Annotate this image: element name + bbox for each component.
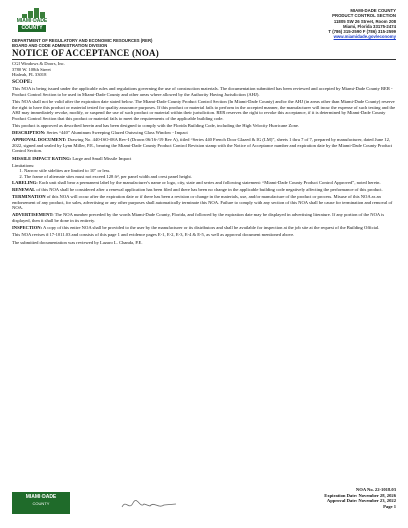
- footer-logo-name: MIAMI·DADE: [25, 494, 57, 500]
- footer-logo-county: COUNTY: [32, 501, 50, 506]
- renewal-paragraph: [12, 187, 396, 193]
- scope-paragraph: This NOA is being issued under the applicable rules and regulations governing the use of construction materials. The documentation submitted has been reviewed and accepted by Miami-Dade County RER - Product Control Section to be used in Miami-Dade County and other areas where allowed by the Authority Having Jurisdiction (AHJ).: [12, 86, 393, 97]
- advertisement-paragraph: [12, 212, 396, 223]
- approval-date: Approval Date: November 23, 2022: [326, 498, 396, 504]
- scope-paragraph: This NOA shall not be valid after the expiration date stated below. The Miami-Dade County Product Control Section (In Miami-Dade County) and/or the AHJ (in areas other than Miami-Dade County) reserve the right to have this product or material tested for quality assurance purposes. If this product or material fails to perform in the accepted manner, the manufacturer will incur the expense of such testing and the AHJ may immediately revoke, modify, or suspend the use of such product or material within their jurisdiction. RER reserves the right to revoke this acceptance, if it is determined by Miami-Dade County Product Control Section that this product or material fails to meet the requirements of the applicable building code.: [12, 98, 396, 121]
- missile-impact-text: Large and Small Missile Impact: [72, 155, 132, 161]
- labeling-label: LABELING:: [12, 179, 38, 185]
- approval-document-text: Drawing No. 440-ISO-08A Rev-I (Drawn 06/16-/19 Rev A), titled “Series 440 French Door Glazed & IG (LM)”, sheets 1 thru 7 of 7, prepared by manufacturer, dated June 12, 2022, signed and sealed by Lynn Miller, P.E., bearing the Miami-Dade County Product Control Revision stamp with the Notice of Acceptance number and expiration date by the Miami-Dade County Product Control Section.: [12, 137, 392, 154]
- inspection-text: A copy of this entire NOA shall be provided to the user by the manufacturer or its distributors and shall be available for inspection at the job site at the request of the Building Official.: [43, 225, 380, 231]
- renewal-text: of this NOA shall be considered after a renewal application has been filed and there has been no change in the applicable building code negatively affecting the performance of this product.: [36, 186, 383, 192]
- inspection-paragraph: [12, 225, 396, 231]
- revises-paragraph: This NOA revises # 17-1011.03 and consists of this page 1 and evidence pages E-1, E-2, E-3, E-4 & E-5, as well as approval document mentioned above.: [12, 232, 295, 238]
- description-label: DESCRIPTION:: [12, 130, 46, 136]
- department-line: BOARD AND CODE ADMINISTRATION DIVISION: [12, 43, 108, 48]
- noa-info-block: [324, 487, 396, 509]
- labeling-text: Each unit shall bear a permanent label by the manufacturer's name or logo, city, state and series and following statement: “Miami-Dade County Product Control Approved”, noted herein.: [38, 179, 381, 185]
- address-line: Miami, Florida 33175-2474: [342, 23, 396, 29]
- logo-name: MIAMI·DADE: [16, 18, 48, 24]
- address-line: MIAMI-DADE COUNTY: [350, 8, 396, 13]
- logo-graphic: [22, 8, 46, 18]
- scope-paragraph: This product is approved as described herein and has been designed to comply with the Florida Building Code, including the High Velocity Hurricane Zone.: [12, 122, 300, 128]
- submitted-by-paragraph: The submitted documentation was reviewed by Lazaro L. Chanda, P.E.: [12, 239, 143, 245]
- document-title: NOTICE OF ACCEPTANCE (NOA): [12, 48, 396, 60]
- termination-label: TERMINATION: [12, 194, 46, 200]
- company-city: Hialeah, FL 33018: [12, 72, 47, 78]
- address-line: T (786) 315-2590 F (786) 315-2599: [328, 29, 396, 35]
- description-paragraph: [12, 130, 396, 136]
- inspection-label: INSPECTION:: [12, 225, 43, 231]
- advertisement-text: The NOA number preceded by the words Miami-Dade County, Florida, and followed by the expiration date may be displayed in advertising literature. If any portion of the NOA is displayed, then it shall be done in its entirety.: [12, 212, 385, 223]
- company-street: 3780 W. 108th Street: [12, 66, 51, 72]
- description-text: Series “440” Aluminum Sweeping Glazed Outswing Glass Window - Impact: [46, 130, 188, 136]
- scope-heading: SCOPE:: [12, 78, 33, 85]
- limitations-heading: Limitations:: [12, 162, 35, 168]
- advertisement-label: ADVERTISEMENT:: [12, 212, 54, 218]
- company-block: [12, 61, 396, 78]
- termination-paragraph: [12, 194, 396, 211]
- office-address: [328, 8, 396, 40]
- reviewer-signature: [120, 497, 180, 513]
- noa-number: NOA No. 22-1018.03: [355, 487, 396, 492]
- website-link[interactable]: www.miamidade.gov/economy: [333, 34, 396, 40]
- approval-document-paragraph: [12, 137, 396, 154]
- termination-text: of this NOA will occur after the expiration date or if there has been a revision or change in the materials, use, and/or manufacture of the product or process. Misuse of this NOA as an endorsement of any product, for sales, advertising or any other purposes shall automatically terminate this NOA. Failure to comply with any section of this NOA shall be cause for termination and removal of NOA.: [12, 194, 393, 211]
- approval-document-label: APPROVAL DOCUMENT:: [12, 137, 67, 143]
- address-line: PRODUCT CONTROL SECTION: [332, 13, 396, 19]
- limitations-list: [12, 168, 396, 179]
- renewal-label: RENEWAL: [12, 186, 36, 192]
- expiration-date: Expiration Date: November 28, 2026: [324, 492, 396, 498]
- missile-impact-label: MISSILE IMPACT RATING:: [12, 155, 72, 161]
- department-name: [12, 38, 152, 48]
- miami-dade-logo: [12, 8, 52, 38]
- address-line: 11805 SW 26 Street, Room 208: [333, 18, 396, 24]
- page-number: Page 1: [383, 503, 396, 509]
- document-body: [12, 61, 396, 247]
- missile-impact-paragraph: [12, 156, 396, 162]
- department-line: DEPARTMENT OF REGULATORY AND ECONOMIC RESOURCES (RER): [12, 38, 153, 43]
- labeling-paragraph: [12, 180, 396, 186]
- footer-county-logo: [12, 492, 70, 514]
- limitation-item: 2. The frame of alternate sites must not exceed 128 ft², per panel width and crest panel height.: [24, 174, 396, 180]
- company-name: CGI Windows & Doors, Inc.: [12, 61, 65, 66]
- limitation-item: 1. Narrow stile sidelites are limited to 10" or less.: [24, 168, 396, 174]
- logo-county: COUNTY: [18, 25, 46, 32]
